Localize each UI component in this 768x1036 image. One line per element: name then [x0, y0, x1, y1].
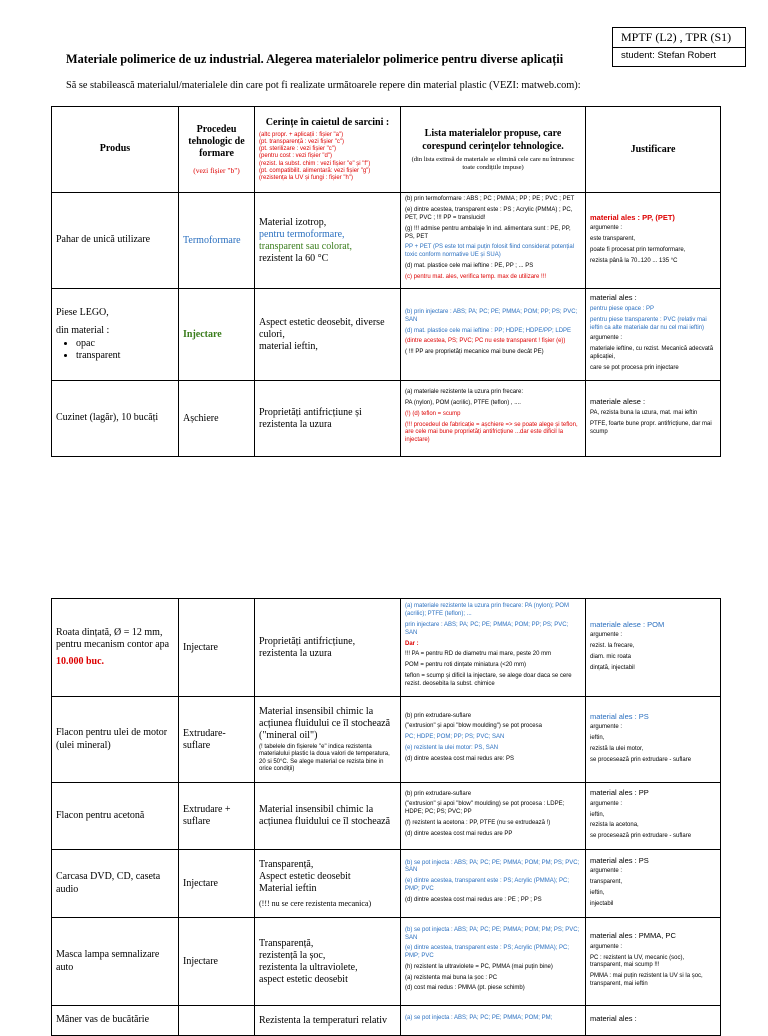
cerinta-line: Material insensibil chimic la acțiunea fluidului ce îl stochează ("mineral oil") [259, 706, 391, 742]
lista-line: (e) rezistent la ulei motor: PS, SAN [405, 744, 499, 751]
produs-cell [52, 289, 179, 381]
cerinta-line: Material ieftin [259, 882, 317, 894]
material-ales: material ales : PP [590, 788, 649, 798]
lista-line: (b) prin extrudare-suflare [405, 790, 472, 797]
justificare-line: injectabil [590, 900, 614, 907]
cerinta-line: rezistent la 60 °C [259, 252, 329, 264]
lista-line: (h) rezistent la ultraviolete = PC, PMMA (mai puțin bine) [405, 963, 553, 970]
justificare-cell [586, 193, 721, 289]
justificare-cell [586, 850, 721, 918]
justificare-line: dințată, injectabil [590, 664, 635, 671]
justificare-line: argumente : [590, 943, 623, 950]
lista-line: (a) materiale rezistente la uzura prin frecare: PA (nylon); POM (acrilic); PTFE (teflon); ... [405, 603, 569, 618]
justificare-line: ieftin, [590, 811, 605, 818]
lista-line: (dintre acestea, PS; PVC; PC nu este transparent ! fișier (e)) [405, 338, 566, 345]
justificare-line: argumente : [590, 868, 623, 875]
lista-line: (a) se pot injecta : ABS; PA; PC; PE; PMMA; POM; PM; [405, 1015, 553, 1022]
cerinte-note: (pt. transparență : vezi fișier "c") [259, 139, 344, 146]
justificare-line: rezistă la ulei motor, [590, 745, 644, 752]
cerinte-note: (pt. compatibilit. alimentară: vezi fișier "g") [259, 167, 371, 174]
procedeu-cell: Extrudare-suflare [179, 697, 255, 783]
lista-line: (d) dintre acestea cost mai redus are: PS [405, 755, 515, 762]
header-cerinte [255, 107, 401, 193]
produs-detail: din material : [56, 325, 110, 336]
cerinta-note: (! tabelele din fișierele "e" indica rezistenta materialului plastic la doua valori de temperatura, 20 si 50°C. Se alege material ce rezista bine in orice condiții) [259, 744, 390, 772]
lista-line: POM = pentru roti dințate miniatura (<20 mm) [405, 662, 527, 669]
justificare-line: argumente : [590, 335, 623, 342]
lista-line: Dar : [405, 640, 419, 647]
justificare-line: argumente : [590, 225, 623, 232]
justificare-line: PMMA : mai puțin rezistent la UV si la șoc, transparent, mai ieftin [590, 973, 703, 988]
cerinta-line: pentru termoformare, [259, 228, 345, 240]
cerinta-line: Aspect estetic deosebit, diverse culori, [259, 316, 385, 340]
produs-cell: Flacon pentru ulei de motor (ulei mineral) [52, 697, 179, 783]
material-options-list [56, 338, 174, 363]
material-ales: material ales : [590, 293, 637, 303]
lista-cell [401, 381, 586, 457]
material-ales: materiale alese : [590, 397, 646, 407]
procedeu-cell: Așchiere [179, 381, 255, 457]
produs-cell: Mâner vas de bucătărie [52, 1006, 179, 1036]
lista-line: (b) prin injectare : ABS; PA; PC; PE; PMMA; POM; PP; PS; PVC; SAN [405, 309, 578, 323]
table-row [52, 918, 721, 1006]
header-procedeu-note: (vezi fișier "b") [193, 166, 240, 175]
lista-line: (e) dintre acestea, transparent este : PS ; Acrylic (PMMA) ; PC, PET, PVC ; !!! PP = translucid! [405, 207, 573, 221]
lista-line: (c) pentru mat. ales, verifica temp. max de utilizare !!! [405, 273, 547, 280]
produs-cell: Carcasa DVD, CD, caseta audio [52, 850, 179, 918]
header-procedeu [179, 107, 255, 193]
cerinta-note: (!!! nu se cere rezistenta mecanica) [259, 898, 372, 908]
material-ales: material ales : PMMA, PC [590, 931, 676, 941]
list-item: • opac [76, 338, 174, 351]
cerinta-line: rezistenta la ultraviolete, [259, 961, 358, 973]
header-procedeu-label: Procedeu tehnologic de formare [188, 124, 245, 159]
lista-line: (e) dintre acestea, transparent este : PS; Acrylic (PMMA); PC; PMP; PVC [405, 945, 570, 960]
justificare-cell [586, 381, 721, 457]
justificare-cell [586, 918, 721, 1006]
lista-line: PC; HDPE; POM; PP; PS; PVC; SAN [405, 734, 505, 741]
material-ales: materiale alese : POM [590, 619, 665, 629]
lista-line: (d) dintre acestea cost mai redus are : PE ; PP ; PS [405, 896, 542, 903]
justificare-cell [586, 599, 721, 697]
lista-cell [401, 783, 586, 850]
procedeu-cell: Termoformare [179, 193, 255, 289]
lista-line: (!) (d) teflon = scump [405, 410, 461, 417]
materials-table-bottom [51, 598, 721, 1036]
header-cerinte-title: Cerințe în caietul de sarcini : [265, 116, 390, 128]
lista-cell [401, 599, 586, 697]
student-id-box [612, 27, 746, 67]
lista-line: ( !!! PP are proprietăți mecanice mai bune decât PE) [405, 349, 544, 356]
cerinta-line: Material izotrop, [259, 216, 327, 228]
cerinte-cell: Material insensibil chimic la acțiunea fluidului ce îl stochează [255, 783, 401, 850]
justificare-line: poate fi procesat prin termoformare, [590, 246, 686, 253]
table-row [52, 599, 721, 697]
header-lista-note: (din lista extinsă de materiale se elimină cele care nu întrunesc toate condițiile impuse) [411, 155, 575, 171]
justificare-line: care se pot procesa prin injectare [590, 364, 679, 371]
lista-cell [401, 1006, 586, 1036]
justificare-line: rezista la acetona, [590, 822, 639, 829]
justificare-line: se procesează prin extrudare - suflare [590, 833, 692, 840]
table-row [52, 289, 721, 381]
material-ales: material ales : PP, (PET) [590, 212, 675, 222]
justificare-line: PA, rezista buna la uzura, mat. mai ieftin [590, 410, 698, 417]
justificare-line: ieftin, [590, 889, 605, 896]
header-lista [401, 107, 586, 193]
cerinta-line: aspect estetic deosebit [259, 973, 348, 985]
produs-name: Roata dințată, Ø = 12 mm, pentru mecanism contor apa [56, 626, 170, 651]
lista-line: teflon = scump și dificil la injectare, se alege doar daca se cere rezist. deosebita la subst. chimice [405, 672, 572, 687]
justificare-cell [586, 697, 721, 783]
table-row [52, 697, 721, 783]
table-header-row [52, 107, 721, 193]
cerinte-note: (pt. sterilizare : vezi fișier "c") [259, 146, 336, 153]
student-name: student: Stefan Robert [621, 50, 717, 61]
list-item: • transparent [76, 350, 174, 363]
cerinta-line: transparent sau colorat, [259, 240, 353, 252]
lista-line: (d) cost mai redus : PMMA (pt. piese schimb) [405, 985, 525, 992]
header-justificare: Justificare [586, 107, 721, 193]
cerinte-cell: Proprietăți antifricțiune și rezistenta la uzura [255, 381, 401, 457]
procedeu-cell: Injectare [179, 850, 255, 918]
justificare-line: PC : rezistent la UV, mecanic (soc), transparent, mai scump !!! [590, 954, 685, 969]
justificare-line: rezista până la 70..120 ... 135 °C [590, 257, 678, 264]
lista-line: (b) prin extrudare-suflare [405, 712, 472, 719]
cerinte-note: (pentru cost : vezi fișier "d") [259, 153, 332, 160]
header-produs: Produs [52, 107, 179, 193]
justificare-line: materiale ieftine, cu rezist. Mecanică adecvată aplicației, [590, 346, 714, 361]
lista-cell [401, 193, 586, 289]
table-row [52, 1006, 721, 1036]
header-lista-title: Lista materialelor propuse, care corespund cerințelor tehnologice. [422, 127, 564, 152]
cerinte-cell [255, 289, 401, 381]
justificare-cell [586, 1006, 721, 1036]
lista-line: ("extrusion" și apoi "blow" moulding) se pot procesa : LDPE; HDPE; PC; PS; PVC; PP [405, 801, 565, 816]
lista-line: (b) se pot injecta : ABS; PA; PC; PE; PMMA; POM; PM; PS; PVC; SAN [405, 926, 580, 941]
lista-line: (a) rezistenta mai buna la șoc : PC [405, 974, 498, 981]
lista-line: (d) mat. plastice cele mai ieftine : PE, PP ; ... PS [405, 262, 534, 269]
table-row [52, 850, 721, 918]
lista-line: ("extrusion" și apoi "blow moulding") se pot procesa [405, 723, 542, 730]
lista-line: (d) dintre acestea cost mai redus are PP [405, 830, 513, 837]
cerinta-line: rezistenta la uzura [259, 647, 332, 659]
lista-cell [401, 289, 586, 381]
cerinte-note: (rezist. la subst. chim : vezi fișier "e" și "f") [259, 160, 371, 167]
lista-line: (!!! procedeul de fabricație = așchiere => se poate alege și teflon, are cele mai bune proprietăți antifricțiune ...dar este dificil la injectare) [405, 421, 578, 444]
table-row [52, 783, 721, 850]
procedeu-cell [179, 1006, 255, 1036]
id-box-divider [613, 47, 745, 48]
justificare-line: argumente : [590, 724, 623, 731]
material-ales: material ales : PS [590, 711, 649, 721]
document-title: Materiale polimerice de uz industrial. Alegerea materialelor polimerice pentru diverse aplicații [66, 52, 564, 66]
justificare-line: diam. mic roata [590, 653, 632, 660]
lista-cell [401, 697, 586, 783]
lista-cell [401, 850, 586, 918]
course-code: MPTF (L2) , TPR (S1) [621, 30, 732, 44]
cerinte-cell [255, 697, 401, 783]
procedeu-cell: Extrudare + suflare [179, 783, 255, 850]
justificare-cell [586, 783, 721, 850]
lista-line: (d) mat. plastice cele mai ieftine : PP; HDPE; HDPE/PP; LDPE [405, 327, 572, 334]
cerinte-cell [255, 599, 401, 697]
lista-line: (g) !!! admise pentru ambalaje în ind. alimentara sunt : PE, PP, PS, PET [405, 225, 571, 240]
justificare-line: rezist. la frecare, [590, 643, 635, 650]
material-ales: material ales : [590, 1014, 637, 1024]
lista-line: prin injectare : ABS; PA; PC; PE; PMMA; POM; PP; PS; PVC; SAN [405, 622, 569, 636]
produs-cell [52, 599, 179, 697]
procedeu-cell: Injectare [179, 289, 255, 381]
produs-cell: Pahar de unică utilizare [52, 193, 179, 289]
produs-cell: Cuzinet (lagăr), 10 bucăți [52, 381, 179, 457]
lista-line: (f) rezistent la acetona : PP, PTFE (nu se extrudează !) [405, 819, 551, 826]
produs-cell: Masca lampa semnalizare auto [52, 918, 179, 1006]
justificare-line: argumente : [590, 800, 623, 807]
cerinta-line: material ieftin, [259, 340, 318, 352]
cerinta-line: rezistență la șoc, [259, 949, 326, 961]
produs-cell: Flacon pentru acetonă [52, 783, 179, 850]
procedeu-cell: Injectare [179, 599, 255, 697]
cerinta-line: Transparență, [259, 937, 314, 949]
cerinte-cell [255, 850, 401, 918]
justificare-line: transparent, [590, 879, 623, 886]
cerinta-line: Proprietăți antifricțiune, [259, 635, 356, 647]
justificare-cell [586, 289, 721, 381]
justificare-line: pentru piese opace : PP [590, 306, 655, 313]
produs-name: Piese LEGO, [56, 306, 109, 318]
lista-cell [401, 918, 586, 1006]
justificare-line: ieftin, [590, 735, 605, 742]
procedeu-cell: Injectare [179, 918, 255, 1006]
lista-line: !!! PA = pentru RD de diametru mai mare, peste 20 mm [405, 651, 552, 658]
cerinte-cell [255, 918, 401, 1006]
justificare-line: argumente : [590, 632, 623, 639]
table-row [52, 193, 721, 289]
produs-quantity: 10.000 buc. [56, 655, 105, 667]
intro-text: Să se stabilească materialul/materialele din care pot fi realizate următoarele repere din material plastic (VEZI: matweb.com): [66, 80, 581, 91]
materials-table-top [51, 106, 721, 457]
justificare-line: pentru piese transparente : PVC (relativ mai ieftin ca alte materiale dar nu cel mai ieftin) [590, 316, 707, 331]
cerinte-note: (rezistența la UV și fungi : fișier "h") [259, 174, 353, 181]
lista-line: (a) materiale rezistente la uzura prin frecare: [405, 389, 524, 396]
cerinte-cell: Rezistenta la temperaturi relativ [255, 1006, 401, 1036]
table-row [52, 381, 721, 457]
lista-line: PP + PET (PS este tot mai puțin folosit fiind considerat potențial toxic conform normative UE și SUA) [405, 244, 575, 259]
justificare-line: se procesează prin extrudare - suflare [590, 756, 692, 763]
header-cerinte-list [259, 132, 396, 182]
lista-line: (b) se pot injecta : ABS; PA; PC; PE; PMMA; POM; PM; PS; PVC; SAN [405, 859, 580, 874]
cerinta-line: Aspect estetic deosebit [259, 870, 351, 882]
lista-line: (e) dintre acestea, transparent este : PS; Acrylic (PMMA); PC; PMP; PVC [405, 878, 570, 892]
lista-line: PA (nylon), POM (acrilic), PTFE (teflon) , .... [405, 399, 521, 406]
justificare-line: PTFE, foarte bune propr. antifricțiune, dar mai scump [590, 420, 712, 435]
material-ales: material ales : PS [590, 855, 649, 865]
cerinte-note: (altc propr. + aplicații : fișier "a") [259, 131, 344, 138]
lista-line: (b) prin termoformare : ABS ; PC ; PMMA ; PP ; PE ; PVC ; PET [405, 196, 575, 203]
cerinte-cell [255, 193, 401, 289]
justificare-line: este transparent, [590, 236, 636, 243]
cerinta-line: Transparență, [259, 858, 314, 870]
